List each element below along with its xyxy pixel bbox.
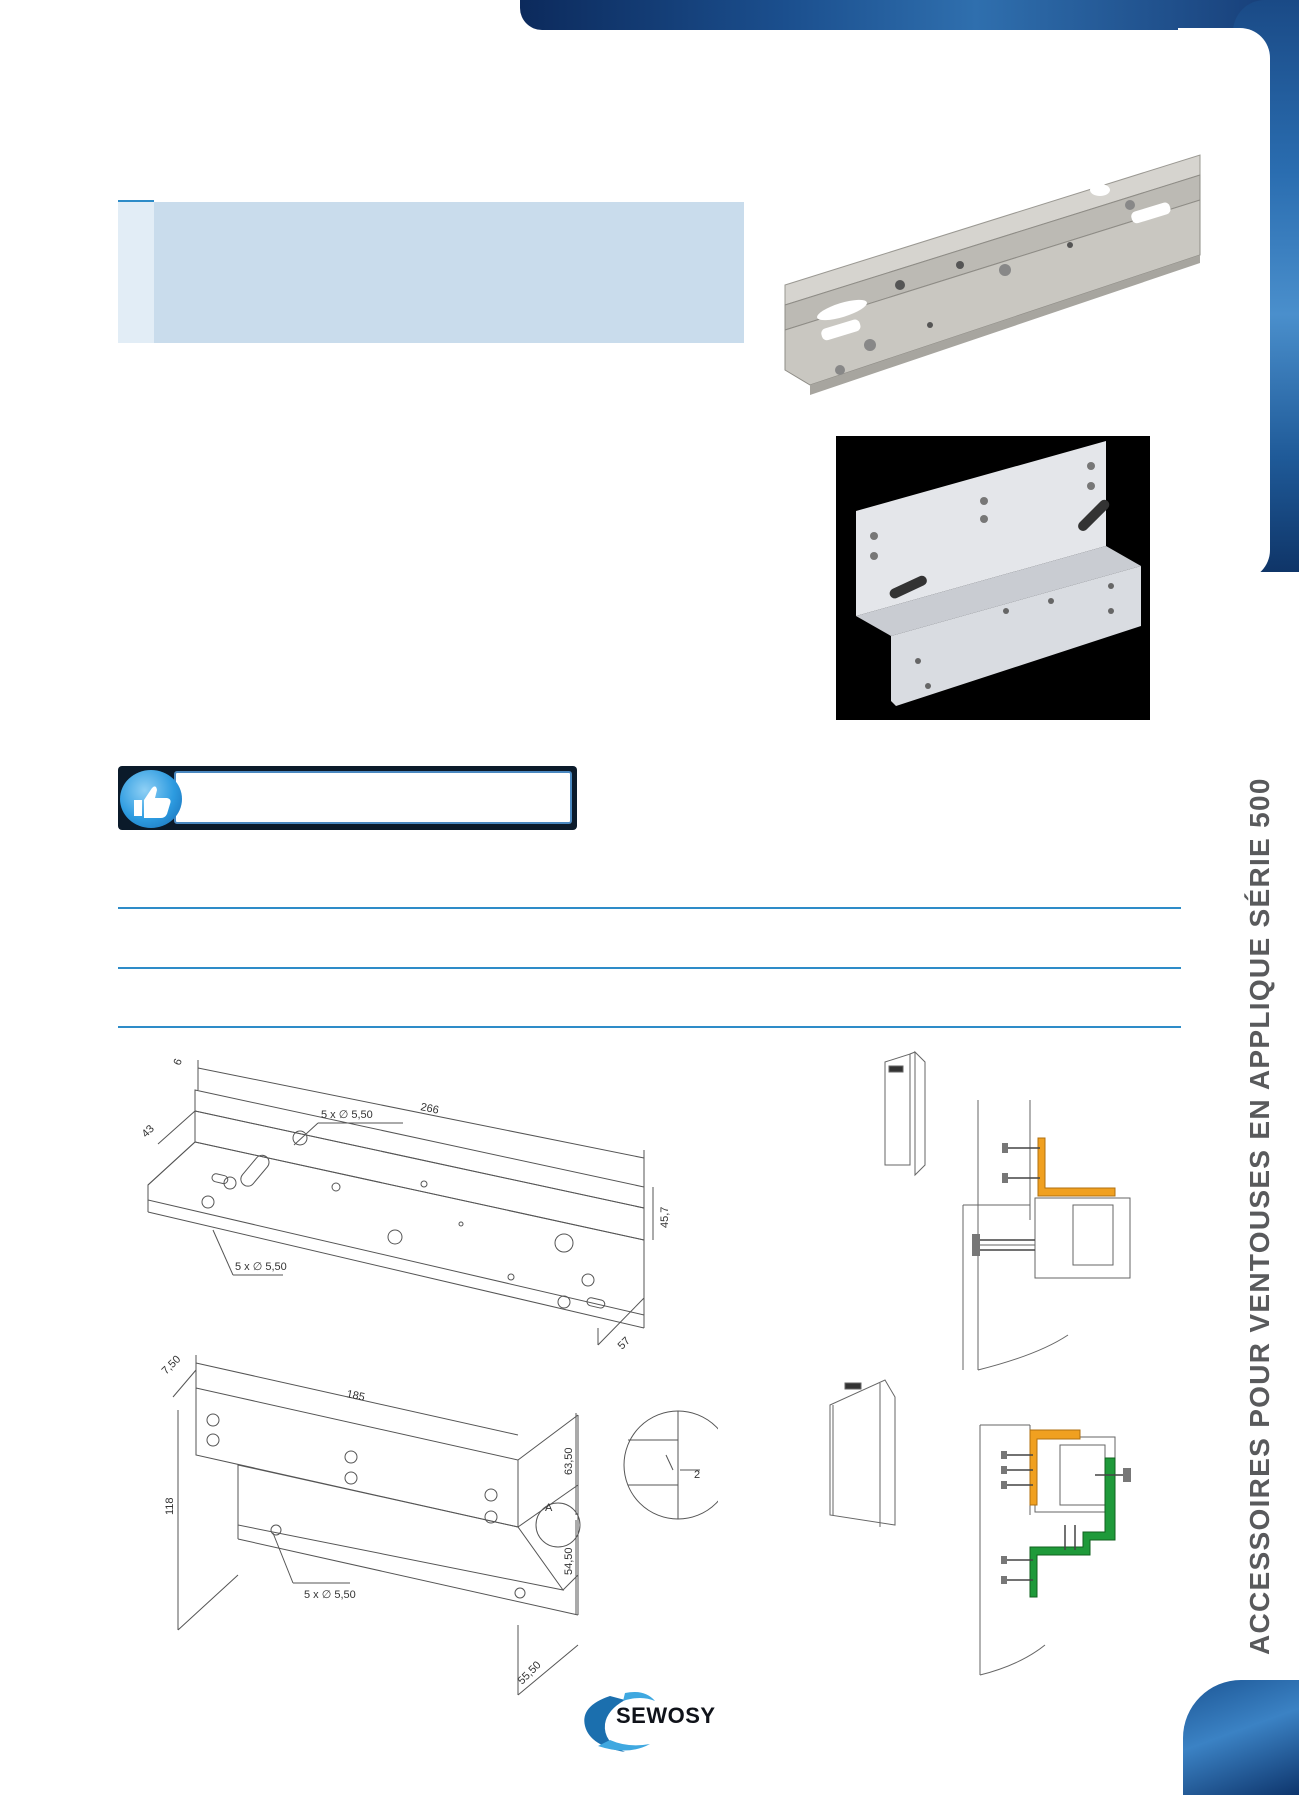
brand-logo-text: SEWOSY	[616, 1703, 716, 1728]
dim-label: 118	[164, 1497, 176, 1515]
dim-label: 45,7	[659, 1206, 671, 1228]
installation-diagram-z-bracket	[825, 1375, 1145, 1680]
product-photo-l-bracket	[780, 145, 1210, 410]
dim-label: 7,50	[159, 1353, 184, 1378]
dim-label: 57	[615, 1334, 633, 1353]
detail-marker: A	[545, 1502, 553, 1514]
dim-label: 2	[694, 1469, 701, 1481]
dim-label: 43	[139, 1122, 157, 1141]
dim-label: 266	[419, 1101, 440, 1117]
installation-diagram-l-bracket	[875, 1050, 1145, 1375]
dim-label: 5 x ∅ 5,50	[321, 1109, 373, 1121]
decorative-water-corner	[1183, 1680, 1299, 1795]
technical-drawing-z-bracket	[118, 1325, 718, 1700]
table-rule-3	[118, 1026, 1181, 1028]
intro-box-strip	[118, 202, 154, 343]
table-rule-1	[118, 907, 1181, 909]
thumbs-up-icon	[120, 770, 182, 828]
intro-box	[118, 202, 744, 343]
dim-label: 185	[345, 1388, 366, 1404]
dim-label: 63,50	[563, 1447, 575, 1475]
side-title: ACCESSOIRES POUR VENTOUSES EN APPLIQUE SÉRIE 500	[1244, 777, 1275, 1655]
dim-label: 54,50	[563, 1547, 575, 1575]
intro-box-accent-line	[118, 200, 154, 202]
product-photo-z-bracket	[836, 436, 1150, 720]
dim-label: 5 x ∅ 5,50	[235, 1261, 287, 1273]
dim-label: 5 x ∅ 5,50	[304, 1589, 356, 1601]
decorative-water-band-top	[520, 0, 1280, 30]
technical-drawing-l-bracket	[118, 1040, 678, 1360]
dim-label: 6	[171, 1057, 185, 1068]
advantages-banner-content	[174, 771, 572, 824]
table-rule-2	[118, 967, 1181, 969]
dim-label: 55,50	[515, 1659, 544, 1688]
